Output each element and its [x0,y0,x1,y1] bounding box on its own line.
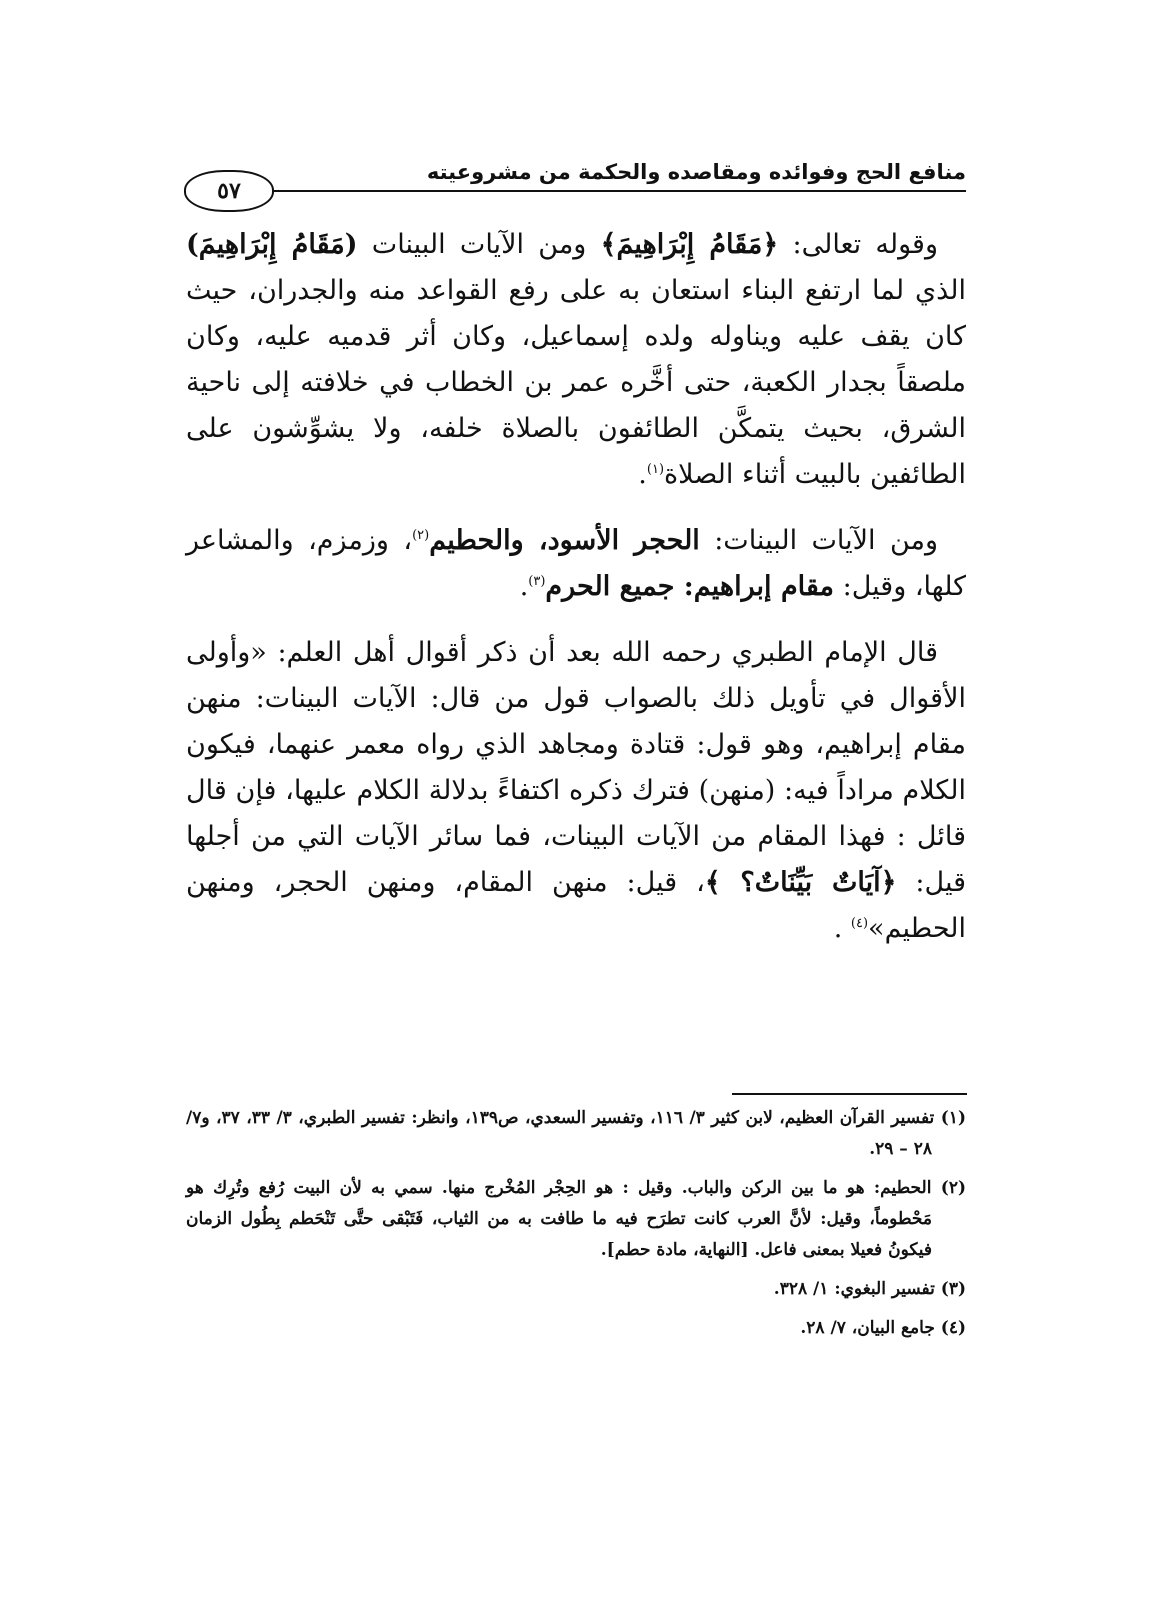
footnote-2: (٢) الحطيم: هو ما بين الركن والباب. وقيل : هو الحِجْر المُخْرج منها. سمي به لأن البيت رُفع وتُرِك هو مَحْطوماً، وقيل: لأنَّ العرب كانت تطرَح فيه ما طافت به من الثياب، فَتَبْقى حتَّى تَنْحَطم بِطُول الزمان فيكونُ فعيلا بمعنى فاعل. [النهاية، مادة حطم]. [186,1178,966,1260]
footnote-ref-4[interactable]: (٤) [850,916,869,931]
p3-text-c: ، قيل: منهن المقام، ومنهن الحجر، ومنهن الحطيم» [186,867,966,944]
page-number: ٥٧ [184,170,274,212]
footnote-1: (١) تفسير القرآن العظيم، لابن كثير ٣/ ١١٦، وتفسير السعدي، ص١٣٩، وانظر: تفسير الطبري، ٣/ ٣٣، ٣٧، و٧/ ٢٨ – ٢٩. [186,1108,966,1159]
maqam-ibrahim-term: (مَقَامُ إِبْرَاهِيمَ) [186,229,358,260]
footnote-ref-3[interactable]: (٣) [528,574,546,589]
running-title: منافع الحج وفوائده ومقاصده والحكمة من مشروعيته [426,160,966,184]
quran-quote-maqam: ﴿مَقَامُ إِبْرَاهِيمَ﴾ [600,229,779,260]
p1-text-e: الذي لما ارتفع البناء استعان به على رفع القواعد منه والجدران، حيث كان يقف عليه ويناوله ولده إسماعيل، وكان أثر قدميه عليه، وكان ملصقاً بجدار الكعبة، حتى أخَّره عمر بن الخطاب في خلافته إلى ناحية الشرق، بحيث يتمكَّن الطائفون بالصلاة خلفه، ولا يشوِّشون على الطائفين بالبيت أثناء الصلاة [186,275,966,490]
hajar-hatim-term: الحجر الأسود، والحطيم [429,525,700,556]
p1-text-a: وقوله تعالى: [778,229,938,260]
p2-text-a: ومن الآيات البينات: [699,525,939,556]
p2-text-c: ، وزمزم، والمشاعر كلها، وقيل: [186,525,966,602]
footnote-ref-1[interactable]: (١) [646,462,665,477]
quran-quote-ayat: ﴿آيَاتٌ بَيِّنَاتٌ؟ ﴾ [704,867,897,898]
p3-text-a: قال الإمام الطبري رحمه الله بعد أن ذكر أقوال أهل العلم: «وأولى الأقوال في تأويل ذلك بالصواب قول من قال: الآيات البينات: منهن مقام إبراهيم، وهو قول: قتادة ومجاهد الذي رواه معمر عنهما، فيكون الكلام مراداً فيه: (منهن) فترك ذكره اكتفاءً بدلالة الكلام عليها، فإن قال قائل : فهذا المقام من الآيات البينات، فما سائر الآيات التي من أجلها قيل: [186,637,967,898]
footnote-3: (٣) تفسير البغوي: ١/ ٣٢٨. [773,1279,966,1299]
paragraph-3 [186,630,966,952]
paragraph-2 [186,518,966,610]
header-rule [264,190,966,192]
footnote-4: (٤) جامع البيان، ٧/ ٢٨. [800,1318,966,1338]
p3-text-d: . [833,913,851,944]
paragraph-1 [186,222,966,498]
p2-text-e: . [519,571,529,602]
footnote-separator [732,1093,967,1095]
p1-text-f: . [638,459,647,490]
p1-text-c: ومن الآيات البينات [357,229,601,260]
page-header [184,160,966,210]
main-text [186,222,966,972]
footnotes [186,1103,966,1352]
footnote-ref-2[interactable]: (٢) [412,528,430,543]
maqam-haram-term: مقام إبراهيم: جميع الحرم [545,571,835,602]
